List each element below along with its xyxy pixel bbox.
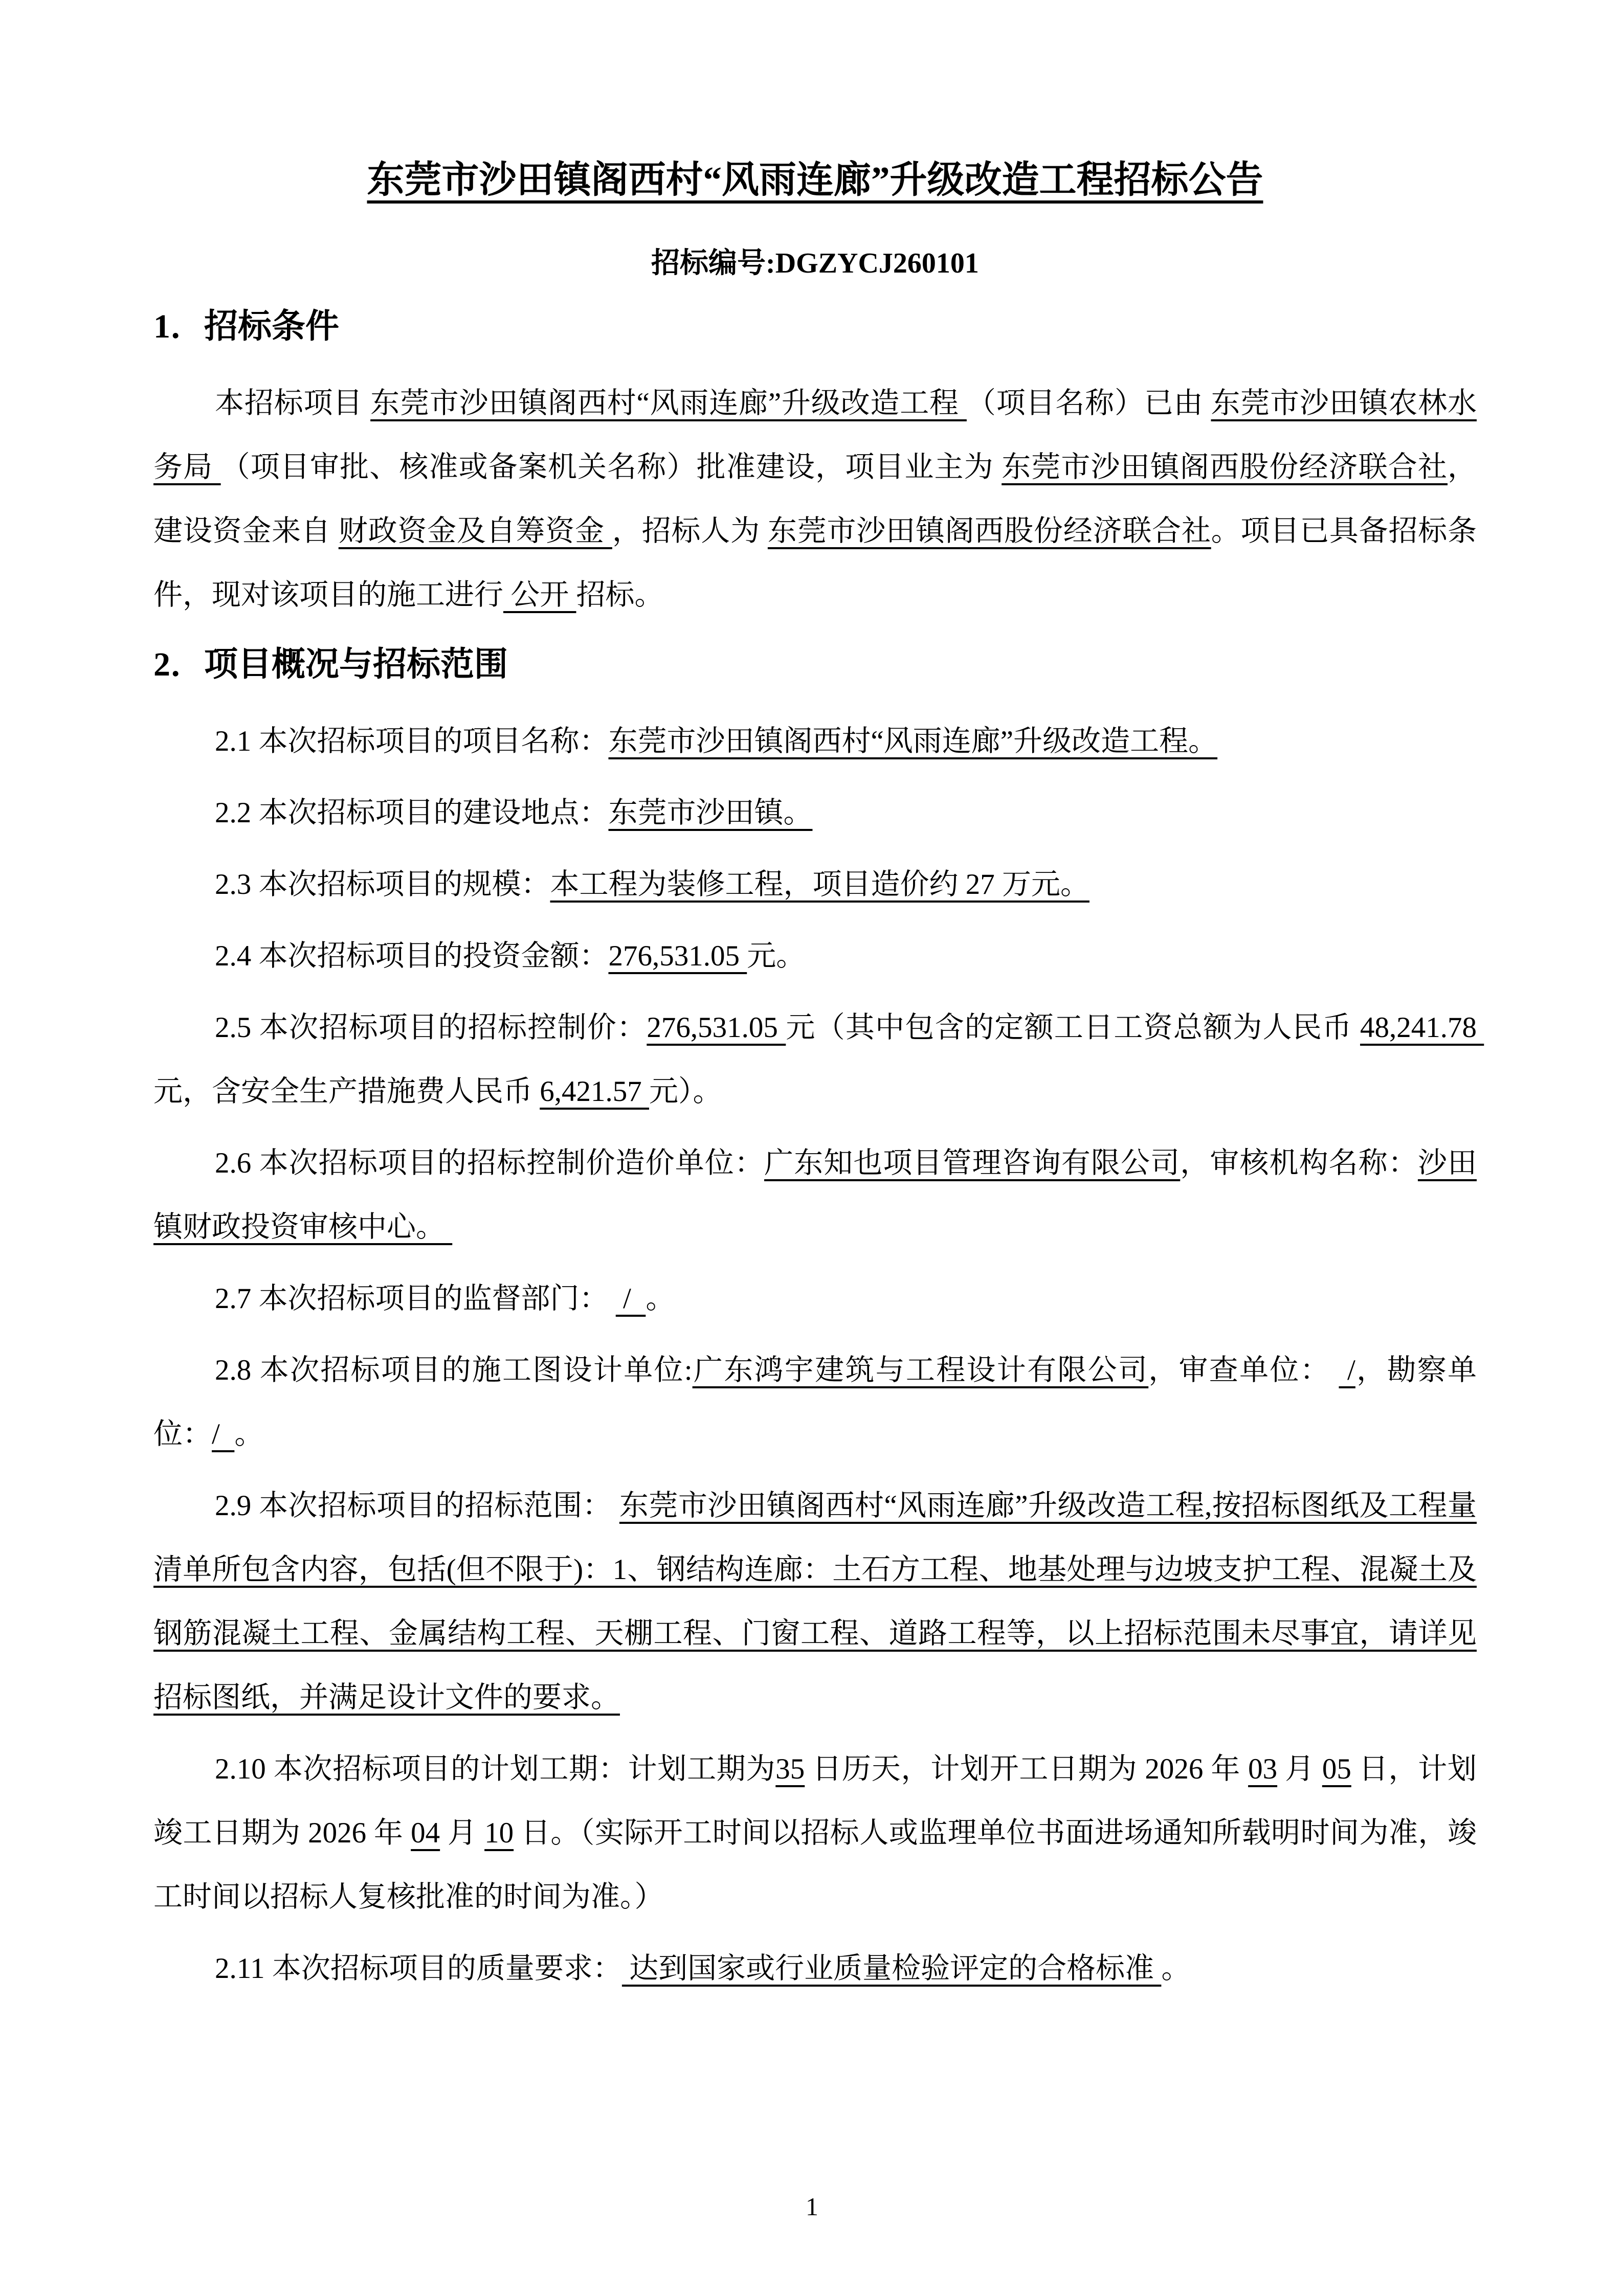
document-title: 东莞市沙田镇阁西村“风雨连廊”升级改造工程招标公告 — [367, 159, 1263, 200]
item-2-10-planned-duration: 2.10 本次招标项目的计划工期：计划工期为35 日历天，计划开工日期为 2026 年 03 月 05 日，计划竣工日期为 2026 年 04 月 10 日。（实际开工时间以招标人或监理单位书面进场通知所载明时间为准，竣工时间以招标人复核批准的时间为准。） — [153, 1753, 1477, 1914]
item-2-6-cost-consulting-unit: 2.6 本次招标项目的招标控制价造价单位：广东知也项目管理咨询有限公司，审核机构名称：沙田镇财政投资审核中心。 — [153, 1147, 1477, 1244]
tender-number: 招标编号:DGZYCJ260101 — [651, 247, 979, 279]
section-2-heading: 2．项目概况与招标范围 — [153, 646, 508, 684]
item-2-11-quality-requirement: 2.11 本次招标项目的质量要求： 达到国家或行业质量检验评定的合格标准 。 — [215, 1952, 1191, 1985]
item-2-7-supervision-department: 2.7 本次招标项目的监督部门： / 。 — [215, 1282, 675, 1315]
section-1-heading: 1．招标条件 — [153, 308, 339, 346]
item-2-2-construction-location: 2.2 本次招标项目的建设地点：东莞市沙田镇。 — [215, 797, 813, 829]
item-2-3-project-scale: 2.3 本次招标项目的规模：本工程为装修工程，项目造价约 27 万元。 — [215, 868, 1089, 901]
tender-conditions-paragraph: 本招标项目 东莞市沙田镇阁西村“风雨连廊”升级改造工程 （项目名称）已由 东莞市沙田镇农林水务局 （项目审批、核准或备案机关名称）批准建设，项目业主为 东莞市沙田镇阁西股份经济联合社，建设资金来自 财政资金及自筹资金 ，招标人为 东莞市沙田镇阁西股份经济联合社。项目已具备招标条件，现对该项目的施工进行 公开 招标。 — [153, 387, 1477, 612]
page-number: 1 — [806, 2192, 818, 2221]
item-2-9-tender-scope: 2.9 本次招标项目的招标范围： 东莞市沙田镇阁西村“风雨连廊”升级改造工程,按招标图纸及工程量清单所包含内容，包括(但不限于)：1、钢结构连廊：土石方工程、地基处理与边坡支护工程、混凝土及钢筋混凝土工程、金属结构工程、天棚工程、门窗工程、道路工程等，以上招标范围未尽事宜，请详见招标图纸，并满足设计文件的要求。 — [153, 1490, 1477, 1714]
item-2-8-design-unit: 2.8 本次招标项目的施工图设计单位:广东鸿宇建筑与工程设计有限公司，审查单位： /，勘察单位：/ 。 — [153, 1354, 1477, 1451]
item-2-4-investment-amount: 2.4 本次招标项目的投资金额：276,531.05 元。 — [215, 940, 806, 973]
item-2-5-tender-control-price: 2.5 本次招标项目的招标控制价：276,531.05 元（其中包含的定额工日工资总额为人民币 48,241.78 元，含安全生产措施费人民币 6,421.57 元）。 — [153, 1011, 1484, 1108]
item-2-1-project-name: 2.1 本次招标项目的项目名称：东莞市沙田镇阁西村“风雨连廊”升级改造工程。 — [215, 725, 1218, 758]
document-body — [153, 304, 1484, 2000]
